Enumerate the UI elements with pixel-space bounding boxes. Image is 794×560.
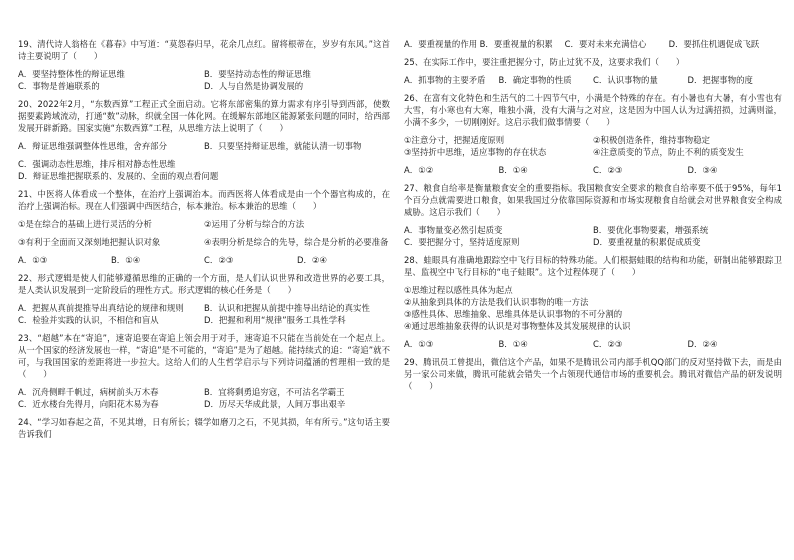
- option[interactable]: C．强调动态性思维，排斥相对静态性思维: [18, 159, 176, 169]
- question-20-stem: 20、2022年2月，“东数西算”工程正式全面启动。它将东部密集的算力需求有序引导到西部，使数据要素跨域流动，打通“数”动脉，织就全国一体化网。在缓解东部地区能源紧张问题的同时，给西部发展开辟新路。国家实施“东数西算”工程，从思维方法上说明了（ ）: [18, 99, 390, 133]
- option[interactable]: C．要对未来充满信心: [564, 39, 647, 49]
- question-26-options: [404, 164, 782, 176]
- option[interactable]: C．②③: [593, 165, 623, 175]
- question-27-stem: 27、粮食自给率是衡量粮食安全的重要指标。我国粮食安全要求的粮食自给率要不低于95%，每年1个百分点就需要进口粮食，如果我国过分依靠国际资源和市场实现粮食自给就会对世界粮食安全构成威胁。这启示我们（ ）: [404, 183, 782, 217]
- option[interactable]: C．要把握分寸，坚持适度原则: [404, 237, 520, 247]
- question-23-options: [18, 386, 390, 410]
- option[interactable]: B．要重视量的积累: [479, 39, 553, 49]
- option[interactable]: A．辩证思维强调整体性思维，舍弃部分: [18, 141, 168, 151]
- question-26-stem: 26、在富有文化特色和生活气的二十四节气中，小满是个特殊的存在。有小暑也有大暑，有小雪也有大雪，有小寒也有大寒，唯独小满，没有大满与之对应，这是因为中国人认为过满招损，过满则溢，小满不多少，一切刚刚好。这启示我们做事情要（ ）: [404, 93, 782, 127]
- statement-item: ②从抽象到具体的方法是我们认识事物的唯一方法: [404, 297, 589, 307]
- question-24-stem: 24、“学习如春起之苗，不见其增，日有所长；辍学如磨刀之石，不见其损，年有所亏。”这句话主要告诉我们: [18, 417, 390, 439]
- statement-item: ③感性具体、思维抽象、思维具体是认识事物的不可分割的: [404, 309, 623, 319]
- question-23-stem: 23、“超越”本在“寄追”，速寄追要在寄追上领会用于对手，速寄追不只能在当前处在一个起点上。从一个国家的经济发展也一样，“寄追”是不可能的，“寄追”是为了超越。能持续式的追：“寄追”就不可，与我国国家的差距将进一步拉大。这给人们的人生哲学启示与下列诗词蕴涵的哲理相一致的是（ ）: [18, 333, 390, 379]
- option[interactable]: C．②③: [204, 255, 234, 265]
- question-22-stem: 22、形式逻辑是使人们能够遵循思维的正确的一个方面，是人们认识世界和改造世界的必要工具，是人类认识发展到一定阶段后的理性方式。形式逻辑的核心任务是（ ）: [18, 273, 390, 295]
- option[interactable]: B．认识和把握从前提中推导出结论的真实性: [204, 303, 370, 313]
- option[interactable]: A．沉舟侧畔千帆过，病树前头万木春: [18, 387, 159, 397]
- option[interactable]: B．宜将剩勇追穷寇，不可沽名学霸王: [204, 387, 345, 397]
- option[interactable]: A．①③: [18, 255, 48, 265]
- option[interactable]: D．要重视量的积累促成质变: [593, 237, 701, 247]
- option[interactable]: C．认识事物的量: [593, 75, 658, 85]
- option[interactable]: D．历尽天华成此景，人间万事出艰辛: [204, 399, 346, 409]
- option[interactable]: A．要坚持整体性的辩证思维: [18, 69, 125, 79]
- option[interactable]: A．抓事物的主要矛盾: [404, 75, 486, 85]
- statement-item: ③坚持折中思维，适应事物的存在状态: [404, 147, 547, 157]
- question-26-items: [404, 134, 782, 158]
- question-21-options: [18, 254, 390, 266]
- statement-item: ②积极创造条件，维持事物稳定: [593, 135, 711, 145]
- question-19-stem: 19、清代诗人翁格在《暮春》中写道：“莫怨春归早，花余几点红。留将根蒂在，岁岁有东风。”这首诗主要说明了（ ）: [18, 39, 390, 61]
- option[interactable]: B．①④: [111, 255, 141, 265]
- statement-item: ④表明分析是综合的先导，综合是分析的必要准备: [204, 237, 389, 247]
- option[interactable]: D．②④: [687, 339, 718, 349]
- option[interactable]: C．检验并实践的认识，不相信和盲从: [18, 315, 159, 325]
- statement-item: ④通过思维抽象获得的认识是对事物整体及其发展规律的认识: [404, 321, 631, 331]
- option[interactable]: B．要优化事物要素，增强系统: [593, 225, 709, 235]
- option[interactable]: D．辩证思维把握联系的、发展的、全面的观点看问题: [18, 171, 219, 181]
- option[interactable]: D．把握事物的度: [687, 75, 753, 85]
- question-21-stem: 21、中医将人体看成一个整体，在治疗上强调治本。而西医将人体看成是由一个个器官构成的，在治疗上强调治标。现在人们强调中西医结合，标本兼治。标本兼治的思维（ ）: [18, 189, 390, 211]
- question-28-stem: 28、蛙眼具有准确地跟踪空中飞行目标的特殊功能。人们根据蛙眼的结构和功能，研制出能够跟踪卫星、监视空中飞行目标的“电子蛙眼”。这个过程体现了（ ）: [404, 255, 782, 277]
- option[interactable]: A．①②: [404, 165, 434, 175]
- statement-item: ④注意质变的节点，防止不利的质变发生: [593, 147, 744, 157]
- question-21-items: [18, 218, 390, 230]
- option[interactable]: D．③④: [687, 165, 718, 175]
- option[interactable]: A．把握从真前提推导出真结论的规律和规则: [18, 303, 184, 313]
- statement-item: ①是在综合的基础上进行灵活的分析: [18, 219, 152, 229]
- option[interactable]: C．②③: [593, 339, 623, 349]
- option[interactable]: D．②④: [297, 255, 328, 265]
- option[interactable]: A．事物量变必然引起质变: [404, 225, 503, 235]
- option[interactable]: D．人与自然是协调发展的: [204, 81, 304, 91]
- option[interactable]: B．只要坚持辩证思维，就能认清一切事物: [204, 141, 362, 151]
- left-column: [18, 38, 390, 446]
- statement-item: ①注意分寸，把握适度原则: [404, 135, 505, 145]
- question-20-options-cont: [18, 158, 390, 182]
- option[interactable]: A．①③: [404, 339, 434, 349]
- question-29-stem: 29、腾讯员工曾提出，微信这个产品，如果不是腾讯公司内部手机QQ部门的反对坚持做下去，而是由另一家公司来做，腾讯可能就会错失一个占领现代通信市场的重要机会。腾讯对微信产品的研发说明（ ）: [404, 357, 782, 391]
- question-22-options: [18, 302, 390, 326]
- option[interactable]: B．确定事物的性质: [498, 75, 572, 85]
- option[interactable]: A．要重视量的作用: [404, 39, 478, 49]
- question-25-options: [404, 74, 782, 86]
- option[interactable]: B．①④: [498, 165, 528, 175]
- option[interactable]: D．要抓住机遇促成飞跃: [668, 39, 760, 49]
- question-20-options: [18, 140, 390, 152]
- question-28-items: [404, 284, 782, 332]
- question-25-stem: 25、在实际工作中，要注重把握分寸，防止过犹不及，这要求我们（ ）: [404, 57, 685, 67]
- question-24-options: [404, 38, 782, 50]
- right-column: [404, 38, 782, 398]
- option[interactable]: D．把握和利用“规律”服务工具性学科: [204, 315, 346, 325]
- statement-item: ③有利于全面而又深刻地把握认识对象: [18, 237, 161, 247]
- option[interactable]: C．近水楼台先得月，向阳花木易为春: [18, 399, 159, 409]
- option[interactable]: C．事物是普遍联系的: [18, 81, 100, 91]
- option[interactable]: B．①④: [498, 339, 528, 349]
- statement-item: ②运用了分析与综合的方法: [204, 219, 305, 229]
- question-27-options: [404, 224, 782, 248]
- question-28-options: [404, 338, 782, 350]
- statement-item: ①思维过程以感性具体为起点: [404, 285, 513, 295]
- option[interactable]: B．要坚持动态性的辩证思维: [204, 69, 311, 79]
- question-19-options: [18, 68, 390, 92]
